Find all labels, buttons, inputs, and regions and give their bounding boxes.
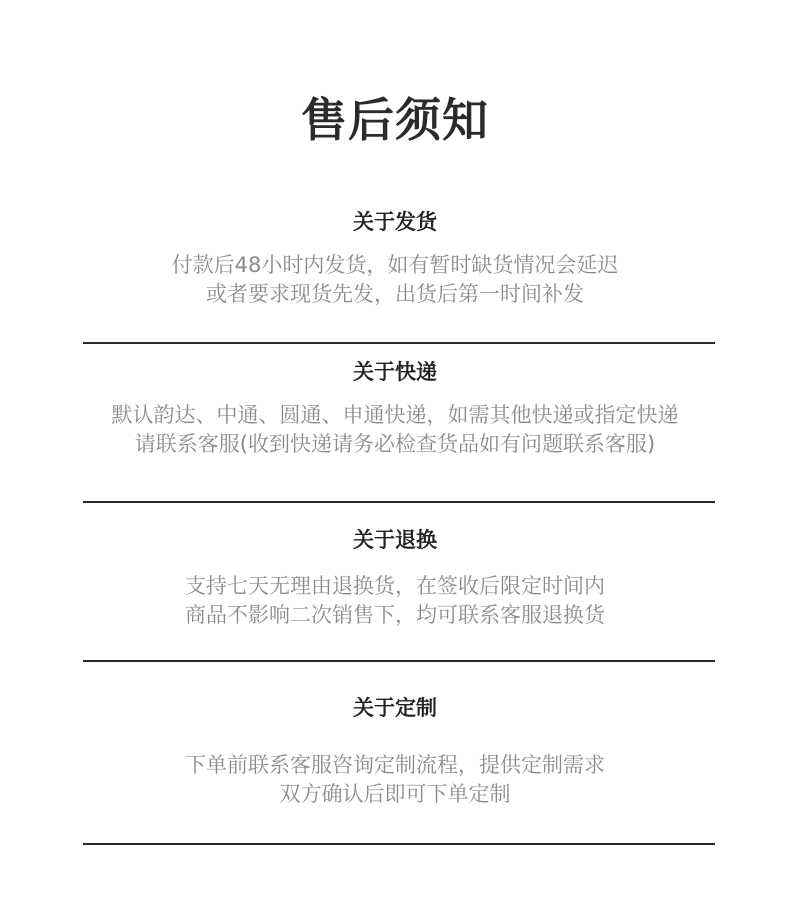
section-line: 双方确认后即可下单定制 (279, 782, 511, 806)
divider (83, 660, 715, 662)
section-line: 付款后48小时内发货，如有暂时缺货情况会延迟 (171, 253, 619, 277)
section-body (0, 751, 790, 809)
divider (83, 342, 715, 344)
section-body (0, 251, 790, 309)
section-line: 商品不影响二次销售下，均可联系客服退换货 (185, 603, 605, 627)
section-line: 下单前联系客服咨询定制流程，提供定制需求 (185, 753, 605, 777)
section-line: 支持七天无理由退换货，在签收后限定时间内 (185, 574, 605, 598)
section-line: 或者要求现货先发，出货后第一时间补发 (206, 282, 584, 306)
section-heading: 关于定制 (353, 696, 437, 720)
section-heading: 关于退换 (353, 528, 437, 552)
section-body (0, 401, 790, 459)
section-line: 请联系客服(收到快递请务必检查货品如有问题联系客服) (134, 432, 656, 456)
divider (83, 843, 715, 845)
section-heading: 关于发货 (353, 210, 437, 234)
divider (83, 501, 715, 503)
section-line: 默认韵达、中通、圆通、申通快递，如需其他快递或指定快递 (111, 403, 679, 427)
section-heading: 关于快递 (353, 360, 437, 384)
section-body (0, 572, 790, 630)
page-title: 售后须知 (301, 93, 489, 147)
